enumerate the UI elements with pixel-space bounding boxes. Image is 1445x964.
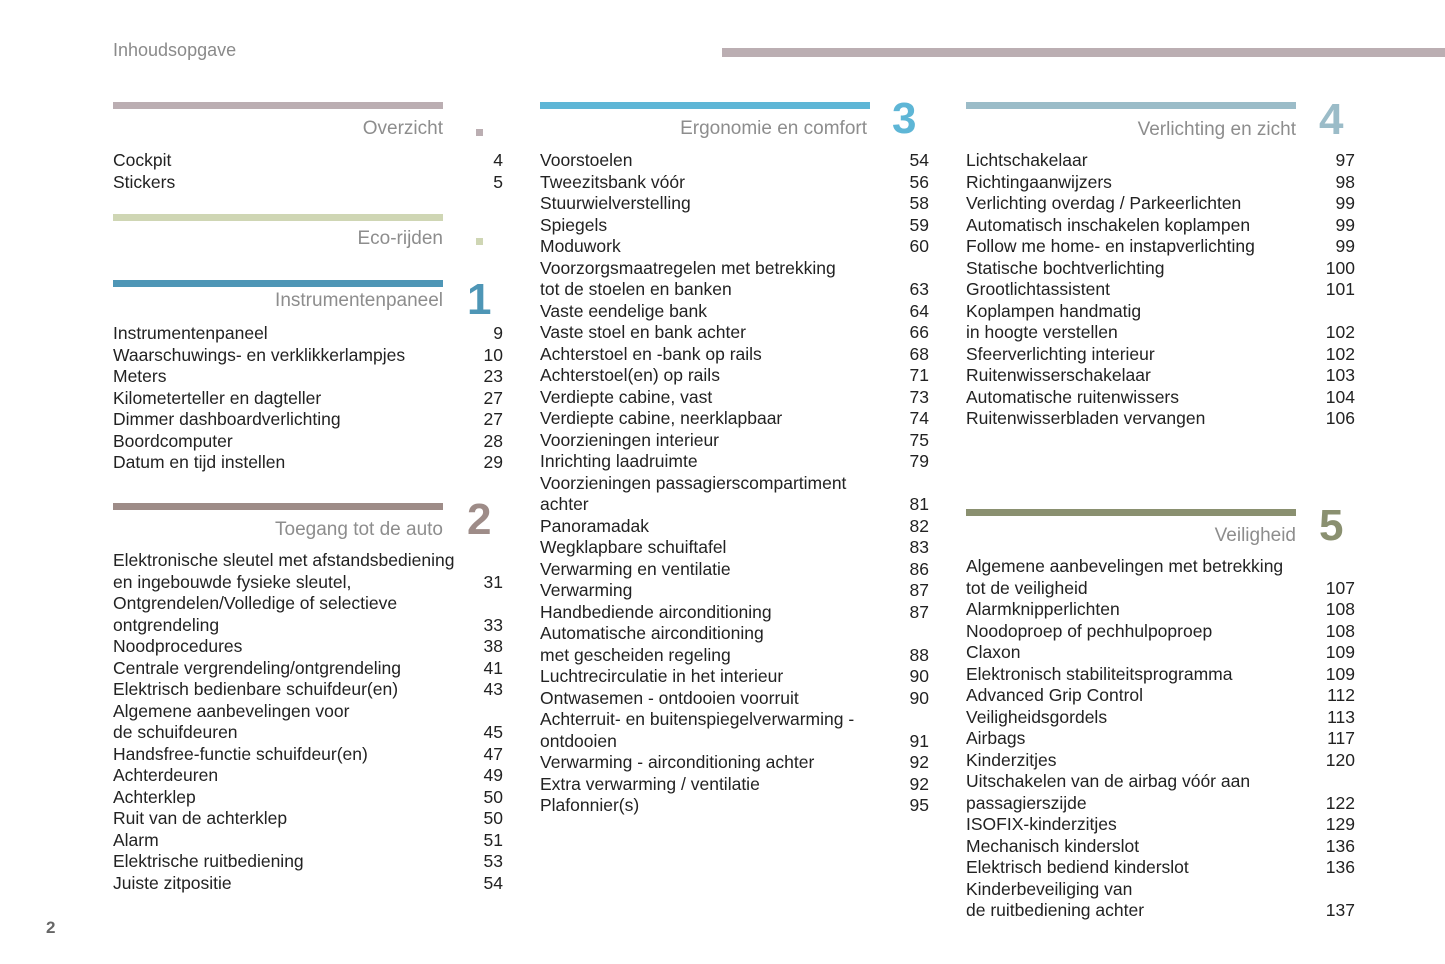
toc-entry-page: 101 bbox=[1325, 279, 1355, 299]
toc-entry[interactable] bbox=[113, 452, 503, 474]
toc-entry[interactable] bbox=[966, 707, 1355, 729]
toc-entry-title: Ontwasemen - ontdooien voorruit bbox=[540, 687, 799, 708]
toc-entry-page: 59 bbox=[909, 214, 929, 235]
toc-entry-title: Elektrisch bediend kinderslot bbox=[966, 857, 1189, 877]
section-marker bbox=[476, 129, 483, 136]
toc-entry[interactable] bbox=[966, 172, 1355, 194]
toc-entry-page: 79 bbox=[909, 451, 929, 471]
toc-entry-title: Richtingaanwijzers bbox=[966, 171, 1112, 192]
toc-entry-page: 33 bbox=[483, 614, 503, 635]
toc-entry[interactable] bbox=[113, 593, 503, 636]
toc-entry-page: 50 bbox=[483, 786, 503, 807]
toc-entry[interactable] bbox=[540, 451, 929, 473]
toc-entry-page: 99 bbox=[1335, 236, 1355, 256]
toc-entry-title: Cockpit bbox=[113, 150, 172, 170]
toc-entry[interactable] bbox=[966, 879, 1355, 922]
section-number: 3 bbox=[892, 94, 917, 143]
section-bar bbox=[113, 503, 443, 510]
toc-entry[interactable] bbox=[966, 771, 1355, 814]
toc-entry[interactable] bbox=[540, 193, 929, 215]
toc-entry-title: Inrichting laadruimte bbox=[540, 451, 698, 471]
toc-entry-page: 120 bbox=[1325, 749, 1355, 770]
toc-entry-page: 87 bbox=[909, 580, 929, 600]
toc-entry-title: Moduwork bbox=[540, 236, 621, 256]
toc-entry-title: Luchtrecirculatie in het interieur bbox=[540, 666, 784, 686]
toc-entry-title: Achterklep bbox=[113, 786, 196, 807]
toc-entry[interactable] bbox=[540, 258, 929, 301]
toc-entry-page: 27 bbox=[483, 409, 503, 429]
toc-entry-page: 83 bbox=[909, 537, 929, 557]
toc-entry-page: 109 bbox=[1325, 663, 1355, 684]
toc-entry-title: Verwarming - airconditioning achter bbox=[540, 752, 815, 772]
toc-entry-title: Noodprocedures bbox=[113, 636, 243, 656]
toc-entry[interactable] bbox=[966, 621, 1355, 643]
toc-entry-title: Voorzieningen interieur bbox=[540, 429, 720, 450]
toc-list bbox=[540, 150, 929, 817]
toc-entry-page: 54 bbox=[909, 150, 929, 170]
toc-entry[interactable] bbox=[113, 388, 503, 410]
toc-list bbox=[113, 150, 503, 193]
toc-entry[interactable] bbox=[540, 752, 929, 774]
toc-entry-page: 74 bbox=[909, 408, 929, 428]
toc-entry-page: 102 bbox=[1325, 322, 1355, 342]
toc-entry-page: 45 bbox=[483, 722, 503, 742]
toc-entry-title: Wegklapbare schuiftafel bbox=[540, 537, 727, 557]
toc-entry[interactable] bbox=[540, 623, 929, 666]
toc-entry[interactable] bbox=[966, 750, 1355, 772]
toc-entry-page: 102 bbox=[1325, 343, 1355, 364]
toc-entry-page: 47 bbox=[483, 743, 503, 764]
toc-entry-title: Verdiepte cabine, neerklapbaar bbox=[540, 408, 783, 428]
toc-entry[interactable] bbox=[113, 744, 503, 766]
section-bar bbox=[113, 280, 443, 287]
toc-entry-title: Lichtschakelaar bbox=[966, 150, 1088, 170]
toc-entry[interactable] bbox=[113, 851, 503, 873]
toc-entry[interactable] bbox=[113, 701, 503, 744]
toc-entry-page: 43 bbox=[483, 679, 503, 699]
toc-entry-page: 137 bbox=[1325, 900, 1355, 920]
toc-entry-title: Stuurwielverstelling bbox=[540, 193, 691, 213]
toc-entry[interactable] bbox=[966, 642, 1355, 664]
toc-entry-page: 90 bbox=[909, 687, 929, 708]
toc-entry-page: 112 bbox=[1327, 685, 1355, 705]
toc-entry-title: Achterstoel en -bank op rails bbox=[540, 343, 762, 364]
section-number: 5 bbox=[1319, 501, 1344, 550]
toc-entry-title: Spiegels bbox=[540, 214, 608, 235]
toc-entry-page: 91 bbox=[909, 730, 929, 751]
toc-entry-page: 38 bbox=[483, 636, 503, 656]
toc-entry-title: Vaste stoel en bank achter bbox=[540, 322, 746, 342]
toc-entry-title: Algemene aanbevelingen met betrekking tot de veiligheid bbox=[966, 556, 1284, 598]
toc-entry[interactable] bbox=[540, 516, 929, 538]
toc-entry[interactable] bbox=[966, 193, 1355, 215]
section-bar bbox=[540, 102, 870, 109]
toc-entry-page: 9 bbox=[493, 323, 503, 343]
toc-entry-title: Elektrisch bedienbare schuifdeur(en) bbox=[113, 679, 399, 699]
toc-entry[interactable] bbox=[966, 365, 1355, 387]
toc-entry-title: Ruit van de achterklep bbox=[113, 808, 288, 828]
toc-entry-title: Waarschuwings- en verklikkerlampjes bbox=[113, 344, 406, 365]
section-number: 4 bbox=[1319, 95, 1344, 144]
toc-entry-title: Algemene aanbevelingen voor de schuifdeuren bbox=[113, 700, 350, 742]
toc-entry-page: 41 bbox=[483, 657, 503, 678]
toc-entry[interactable] bbox=[540, 365, 929, 387]
toc-entry-page: 95 bbox=[909, 795, 929, 815]
toc-entry-title: Stickers bbox=[113, 171, 176, 192]
section-bar bbox=[113, 102, 443, 109]
toc-entry[interactable] bbox=[113, 765, 503, 787]
toc-entry-title: Grootlichtassistent bbox=[966, 279, 1110, 299]
toc-entry-page: 136 bbox=[1325, 857, 1355, 877]
toc-entry[interactable] bbox=[113, 658, 503, 680]
toc-entry-title: Ruitenwisserbladen vervangen bbox=[966, 408, 1206, 428]
toc-entry[interactable] bbox=[540, 795, 929, 817]
toc-entry-page: 51 bbox=[483, 829, 503, 850]
toc-entry[interactable] bbox=[966, 664, 1355, 686]
toc-entry[interactable] bbox=[966, 301, 1355, 344]
toc-entry-page: 56 bbox=[909, 171, 929, 192]
toc-list bbox=[966, 150, 1355, 430]
toc-entry-title: Plafonnier(s) bbox=[540, 795, 640, 815]
toc-entry-title: Boordcomputer bbox=[113, 430, 233, 451]
toc-entry-title: Handbediende airconditioning bbox=[540, 601, 772, 622]
toc-entry-title: Automatisch inschakelen koplampen bbox=[966, 214, 1251, 235]
toc-entry[interactable] bbox=[540, 559, 929, 581]
toc-entry-page: 49 bbox=[483, 765, 503, 785]
toc-entry-page: 108 bbox=[1325, 620, 1355, 641]
toc-entry-page: 113 bbox=[1327, 706, 1355, 727]
toc-entry[interactable] bbox=[113, 830, 503, 852]
toc-entry-page: 98 bbox=[1335, 171, 1355, 192]
section-title: Toegang tot de auto bbox=[275, 519, 443, 540]
toc-entry-title: Ontgrendelen/Volledige of selectieve ontgrendeling bbox=[113, 593, 398, 635]
toc-entry[interactable] bbox=[540, 301, 929, 323]
toc-entry[interactable] bbox=[540, 150, 929, 172]
page-number: 2 bbox=[46, 918, 56, 937]
toc-entry[interactable] bbox=[113, 366, 503, 388]
toc-entry[interactable] bbox=[966, 215, 1355, 237]
toc-entry[interactable] bbox=[113, 345, 503, 367]
toc-entry-page: 50 bbox=[483, 808, 503, 828]
toc-entry-title: Uitschakelen van de airbag vóór aan passagierszijde bbox=[966, 771, 1251, 813]
toc-entry-title: Voorstoelen bbox=[540, 150, 633, 170]
toc-entry[interactable] bbox=[540, 344, 929, 366]
toc-entry[interactable] bbox=[540, 473, 929, 516]
toc-entry-title: Tweezitsbank vóór bbox=[540, 171, 685, 192]
toc-entry[interactable] bbox=[113, 873, 503, 895]
toc-entry[interactable] bbox=[113, 172, 503, 194]
toc-entry-title: Voorzieningen passagierscompartiment achter bbox=[540, 472, 847, 514]
toc-entry[interactable] bbox=[540, 387, 929, 409]
toc-entry[interactable] bbox=[540, 408, 929, 430]
toc-entry-page: 103 bbox=[1325, 365, 1355, 385]
toc-entry[interactable] bbox=[540, 774, 929, 796]
toc-entry-title: Airbags bbox=[966, 728, 1026, 748]
section-number: 2 bbox=[467, 495, 492, 544]
toc-entry-page: 129 bbox=[1325, 814, 1355, 834]
toc-entry[interactable] bbox=[540, 322, 929, 344]
toc-entry-page: 81 bbox=[909, 494, 929, 514]
toc-entry[interactable] bbox=[966, 814, 1355, 836]
toc-entry[interactable] bbox=[966, 279, 1355, 301]
section-marker bbox=[476, 238, 483, 245]
toc-entry[interactable] bbox=[966, 236, 1355, 258]
toc-entry-page: 71 bbox=[909, 365, 929, 385]
toc-entry-title: Statische bochtverlichting bbox=[966, 257, 1165, 278]
toc-entry-page: 4 bbox=[493, 150, 503, 170]
toc-entry[interactable] bbox=[113, 550, 503, 593]
toc-entry-title: Noodoproep of pechhulpoproep bbox=[966, 620, 1213, 641]
toc-entry-title: Ruitenwisserschakelaar bbox=[966, 365, 1151, 385]
toc-entry-title: Mechanisch kinderslot bbox=[966, 835, 1140, 856]
toc-entry-title: Alarm bbox=[113, 829, 159, 850]
toc-entry[interactable] bbox=[113, 150, 503, 172]
toc-entry[interactable] bbox=[966, 387, 1355, 409]
toc-entry-title: ISOFIX-kinderzitjes bbox=[966, 814, 1117, 834]
toc-entry-page: 23 bbox=[483, 366, 503, 386]
toc-entry-title: Verdiepte cabine, vast bbox=[540, 386, 713, 407]
toc-entry-title: Advanced Grip Control bbox=[966, 685, 1144, 705]
toc-entry-page: 31 bbox=[483, 571, 503, 592]
toc-list bbox=[113, 323, 503, 474]
toc-entry-title: Verlichting overdag / Parkeerlichten bbox=[966, 193, 1242, 213]
toc-entry-page: 28 bbox=[483, 430, 503, 451]
toc-entry-title: Veiligheidsgordels bbox=[966, 706, 1108, 727]
toc-entry-page: 92 bbox=[909, 752, 929, 772]
section-title: Instrumentenpaneel bbox=[275, 290, 443, 311]
toc-entry-title: Extra verwarming / ventilatie bbox=[540, 773, 760, 794]
toc-entry[interactable] bbox=[540, 709, 929, 752]
toc-entry-page: 86 bbox=[909, 558, 929, 579]
toc-entry[interactable] bbox=[966, 599, 1355, 621]
section-title: Verlichting en zicht bbox=[1137, 119, 1296, 140]
toc-entry-page: 60 bbox=[909, 236, 929, 256]
toc-entry[interactable] bbox=[966, 258, 1355, 280]
toc-entry[interactable] bbox=[966, 857, 1355, 879]
toc-entry-title: Sfeerverlichting interieur bbox=[966, 343, 1155, 364]
section-title: Eco-rijden bbox=[357, 228, 443, 249]
toc-entry-page: 117 bbox=[1327, 728, 1355, 748]
toc-entry-page: 75 bbox=[909, 429, 929, 450]
toc-entry-page: 82 bbox=[909, 515, 929, 536]
toc-entry-title: Voorzorgsmaatregelen met betrekking tot de stoelen en banken bbox=[540, 257, 836, 299]
section-title: Overzicht bbox=[362, 118, 443, 139]
section-bar bbox=[966, 102, 1296, 109]
toc-entry[interactable] bbox=[966, 556, 1355, 599]
toc-entry-page: 54 bbox=[483, 872, 503, 893]
toc-entry[interactable] bbox=[113, 808, 503, 830]
toc-entry-title: Verwarming bbox=[540, 580, 633, 600]
section-title: Ergonomie en comfort bbox=[680, 118, 867, 139]
toc-entry-title: Centrale vergrendeling/ontgrendeling bbox=[113, 657, 401, 678]
toc-entry[interactable] bbox=[540, 602, 929, 624]
toc-entry-page: 10 bbox=[483, 344, 503, 365]
toc-entry-title: Meters bbox=[113, 366, 167, 386]
toc-entry[interactable] bbox=[113, 323, 503, 345]
toc-entry-page: 63 bbox=[909, 279, 929, 299]
section-bar bbox=[966, 509, 1296, 516]
toc-entry[interactable] bbox=[966, 344, 1355, 366]
toc-entry-title: Kinderbeveiliging van de ruitbediening achter bbox=[966, 878, 1145, 920]
toc-entry-page: 58 bbox=[909, 193, 929, 213]
toc-entry-page: 106 bbox=[1325, 408, 1355, 428]
section-bar bbox=[113, 214, 443, 221]
toc-entry-page: 104 bbox=[1325, 386, 1355, 407]
toc-entry-title: Alarmknipperlichten bbox=[966, 599, 1120, 619]
toc-entry-page: 109 bbox=[1325, 642, 1355, 662]
toc-entry-page: 64 bbox=[909, 300, 929, 321]
toc-entry[interactable] bbox=[113, 679, 503, 701]
toc-entry-page: 27 bbox=[483, 387, 503, 408]
toc-entry[interactable] bbox=[113, 636, 503, 658]
toc-entry-title: Juiste zitpositie bbox=[113, 872, 232, 893]
toc-entry-title: Panoramadak bbox=[540, 515, 649, 536]
toc-entry-title: Elektrische ruitbediening bbox=[113, 851, 304, 871]
toc-entry-title: Achterruit- en buitenspiegelverwarming - ontdooien bbox=[540, 709, 855, 751]
toc-entry[interactable] bbox=[113, 431, 503, 453]
toc-entry-page: 122 bbox=[1325, 792, 1355, 813]
toc-entry[interactable] bbox=[966, 685, 1355, 707]
toc-entry[interactable] bbox=[540, 666, 929, 688]
toc-entry-page: 108 bbox=[1325, 599, 1355, 619]
header-bar bbox=[722, 48, 1445, 57]
toc-entry[interactable] bbox=[113, 409, 503, 431]
toc-entry[interactable] bbox=[540, 236, 929, 258]
toc-entry-page: 5 bbox=[493, 171, 503, 192]
toc-entry-page: 107 bbox=[1325, 577, 1355, 598]
toc-entry-page: 136 bbox=[1325, 835, 1355, 856]
toc-entry[interactable] bbox=[966, 728, 1355, 750]
toc-entry[interactable] bbox=[540, 537, 929, 559]
toc-entry-title: Handsfree-functie schuifdeur(en) bbox=[113, 743, 368, 764]
toc-entry-title: Follow me home- en instapverlichting bbox=[966, 236, 1255, 256]
toc-entry-title: Dimmer dashboardverlichting bbox=[113, 409, 341, 429]
toc-entry-title: Elektronische sleutel met afstandsbediening en ingebouwde fysieke sleutel, bbox=[113, 550, 455, 592]
section-title: Veiligheid bbox=[1214, 525, 1296, 546]
page-title: Inhoudsopgave bbox=[113, 40, 237, 60]
toc-entry-page: 53 bbox=[483, 851, 503, 871]
toc-entry-page: 66 bbox=[909, 322, 929, 342]
toc-entry[interactable] bbox=[966, 408, 1355, 430]
toc-entry-page: 88 bbox=[909, 644, 929, 665]
toc-entry-title: Koplampen handmatig in hoogte verstellen bbox=[966, 300, 1142, 342]
toc-entry-title: Kilometerteller en dagteller bbox=[113, 387, 322, 408]
toc-list bbox=[113, 550, 503, 894]
toc-entry-page: 99 bbox=[1335, 193, 1355, 213]
toc-entry-page: 97 bbox=[1335, 150, 1355, 170]
toc-entry-title: Datum en tijd instellen bbox=[113, 452, 286, 472]
toc-entry-page: 99 bbox=[1335, 214, 1355, 235]
toc-entry[interactable] bbox=[540, 688, 929, 710]
toc-list bbox=[966, 556, 1355, 922]
toc-entry-title: Kinderzitjes bbox=[966, 749, 1057, 770]
toc-entry[interactable] bbox=[540, 430, 929, 452]
toc-entry[interactable] bbox=[540, 172, 929, 194]
toc-entry[interactable] bbox=[113, 787, 503, 809]
toc-entry-title: Verwarming en ventilatie bbox=[540, 558, 731, 579]
toc-entry-page: 92 bbox=[909, 773, 929, 794]
toc-entry-title: Achterdeuren bbox=[113, 765, 219, 785]
toc-entry-page: 100 bbox=[1325, 257, 1355, 278]
section-number: 1 bbox=[467, 275, 492, 324]
toc-entry-title: Achterstoel(en) op rails bbox=[540, 365, 720, 385]
toc-entry[interactable] bbox=[966, 836, 1355, 858]
toc-entry-title: Elektronisch stabiliteitsprogramma bbox=[966, 663, 1233, 684]
toc-entry-page: 90 bbox=[909, 666, 929, 686]
toc-entry[interactable] bbox=[966, 150, 1355, 172]
toc-entry-title: Instrumentenpaneel bbox=[113, 323, 268, 343]
toc-entry-title: Automatische airconditioning met gescheiden regeling bbox=[540, 623, 764, 665]
toc-entry-title: Claxon bbox=[966, 642, 1021, 662]
toc-entry-title: Automatische ruitenwissers bbox=[966, 386, 1179, 407]
toc-entry-page: 87 bbox=[909, 601, 929, 622]
toc-entry-page: 73 bbox=[909, 386, 929, 407]
toc-entry[interactable] bbox=[540, 215, 929, 237]
toc-entry-page: 29 bbox=[483, 452, 503, 472]
toc-entry-page: 68 bbox=[909, 343, 929, 364]
toc-entry[interactable] bbox=[540, 580, 929, 602]
toc-entry-title: Vaste eendelige bank bbox=[540, 300, 708, 321]
